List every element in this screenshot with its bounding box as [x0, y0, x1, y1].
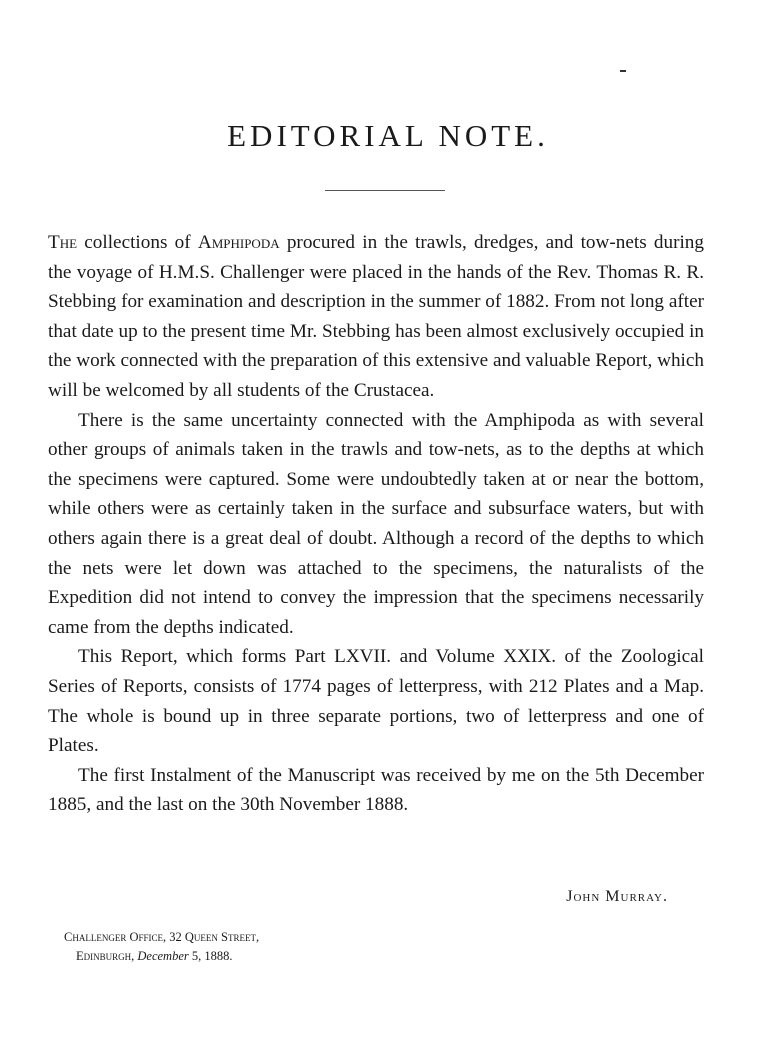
- address-city: Edinburgh,: [76, 949, 135, 963]
- paragraph-1-lead: The: [48, 232, 78, 253]
- paragraph-4: The first Instalment of the Manuscript was received by me on the 5th December 1885, and the last on the 30th November 1888.: [48, 764, 704, 816]
- address-line-1: Challenger Office, 32 Queen Street,: [64, 930, 260, 944]
- signature: John Murray.: [566, 888, 668, 905]
- address-date-rest: 5, 1888.: [188, 949, 233, 963]
- paragraph-1-text-b: procured in the trawls, dredges, and tow-nets during the voyage of H.M.S. Challenger were placed in the hands of the Rev. Thomas R. R. Stebbing for examination and description in the summer of 1882. From not long after that date up to the present time Mr. Stebbing has been almost exclusively occupied in the work connected with the preparation of this extensive and valuable Report, which will be welcomed by all students of the Crustacea.: [48, 232, 704, 401]
- address-line-2: [64, 947, 259, 966]
- title-divider: [325, 190, 445, 191]
- paragraph-1-subject: Amphipoda: [197, 232, 280, 253]
- address-block: [64, 928, 259, 966]
- page-title: EDITORIAL NOTE.: [227, 118, 549, 153]
- paragraph-1: [48, 228, 704, 406]
- note-body: [48, 228, 704, 820]
- address-date-month: December: [137, 949, 189, 963]
- print-speck: [620, 70, 626, 72]
- paragraph-2: There is the same uncertainty connected with the Amphipoda as with several other groups of animals taken in the trawls and tow-nets, as to the depths at which the specimens were captured. Some were undoubtedly taken at or near the bottom, while others were as certainly taken in the surface and subsurface waters, but with others again there is a great deal of doubt. Although a record of the depths to which the nets were let down was attached to the specimens, the naturalists of the Expedition did not intend to convey the impression that the specimens necessarily came from the depths indicated.: [48, 409, 704, 638]
- paragraph-3: This Report, which forms Part LXVII. and Volume XXIX. of the Zoological Series of Reports, consists of 1774 pages of letterpress, with 212 Plates and a Map. The whole is bound up in three separate portions, two of letterpress and one of Plates.: [48, 646, 704, 757]
- paragraph-1-text-a: collections of: [77, 232, 198, 253]
